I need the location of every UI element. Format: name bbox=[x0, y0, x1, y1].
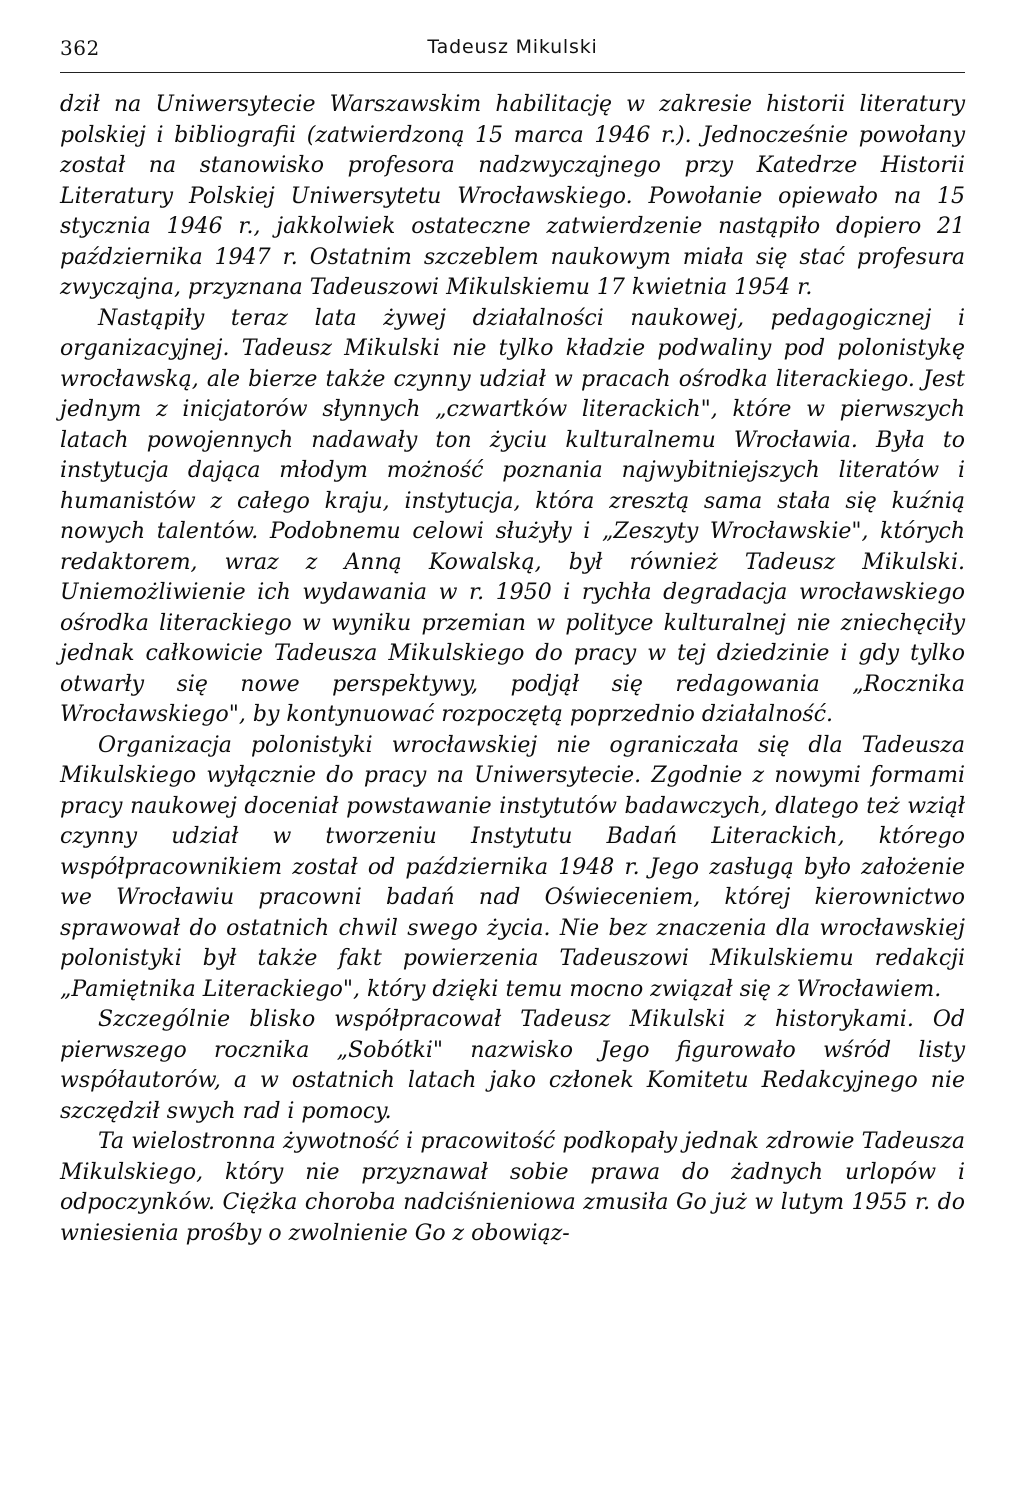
paragraph: Ta wielostronna żywotność i pracowitość podkopały jednak zdrowie Tadeusza Mikulskiego, który nie przyznawał sobie prawa do żadnych urlopów i odpoczynków. Ciężka choroba nadciśnieniowa zmusiła Go już w lutym 1955 r. do wniesienia prośby o zwolnienie Go z obowiąz- bbox=[60, 1129, 965, 1246]
paragraph: Organizacja polonistyki wrocławskiej nie ograniczała się dla Tadeusza Mikulskiego wyłącznie do pracy na Uniwersytecie. Zgodnie z nowymi formami pracy naukowej doceniał powstawanie instytutów badawczych, dlatego też wziął czynny udział w tworzeniu Instytutu Badań Literackich, którego współpracownikiem został od października 1948 r. Jego zasługą było założenie we Wrocławiu pracowni badań nad Oświeceniem, której kierownictwo sprawował do ostatnich chwil swego życia. Nie bez znaczenia dla wrocławskiej polonistyki był także fakt powierzenia Tadeuszowi Mikulskiemu redakcji „Pamiętnika Literackiego", który dzięki temu mocno związał się z Wrocławiem. bbox=[60, 732, 965, 1002]
header-rule bbox=[60, 72, 965, 73]
running-title: Tadeusz Mikulski bbox=[427, 36, 598, 58]
page-number: 362 bbox=[60, 36, 100, 60]
body-text bbox=[60, 90, 965, 1249]
page-header bbox=[60, 36, 965, 70]
paragraph: Nastąpiły teraz lata żywej działalności naukowej, pedagogicznej i organizacyjnej. Tadeusz Mikulski nie tylko kładzie podwaliny pod polonistykę wrocławską, ale bierze także czynny udział w pracach ośrodka literackiego. Jest jednym z inicjatorów słynnych „czwartków literackich", które w pierwszych latach powojennych nadawały ton życiu kulturalnemu Wrocławia. Była to instytucja dająca młodym możność poznania najwybitniejszych literatów i humanistów z całego kraju, instytucja, która zresztą sama stała się kuźnią nowych talentów. Podobnemu celowi służyły i „Zeszyty Wrocławskie", których redaktorem, wraz z Anną Kowalską, był również Tadeusz Mikulski. Uniemożliwienie ich wydawania w r. 1950 i rychła degradacja wrocławskiego ośrodka literackiego w wyniku przemian w polityce kulturalnej nie zniechęciły jednak całkowicie Tadeusza Mikulskiego do pracy w tej dziedzinie i gdy tylko otwarły się nowe perspektywy, podjął się redagowania „Rocznika Wrocławskiego", by kontynuować rozpoczętą poprzednio działalność. bbox=[60, 305, 965, 727]
paragraph: Szczególnie blisko współpracował Tadeusz Mikulski z historykami. Od pierwszego rocznika „Sobótki" nazwisko Jego figurowało wśród listy współautorów, a w ostatnich latach jako członek Komitetu Redakcyjnego nie szczędził swych rad i pomocy. bbox=[60, 1007, 965, 1124]
paragraph-continuation: dził na Uniwersytecie Warszawskim habilitację w zakresie historii literatury polskiej i bibliografii (zatwierdzoną 15 marca 1946 r.). Jednocześnie powołany został na stanowisko profesora nadzwyczajnego przy Katedrze Historii Literatury Polskiej Uniwersytetu Wrocławskiego. Powołanie opiewało na 15 stycznia 1946 r., jakkolwiek ostateczne zatwierdzenie nastąpiło dopiero 21 października 1947 r. Ostatnim szczeblem naukowym miała się stać profesura zwyczajna, przyznana Tadeuszowi Mikulskiemu 17 kwietnia 1954 r. bbox=[60, 92, 965, 300]
